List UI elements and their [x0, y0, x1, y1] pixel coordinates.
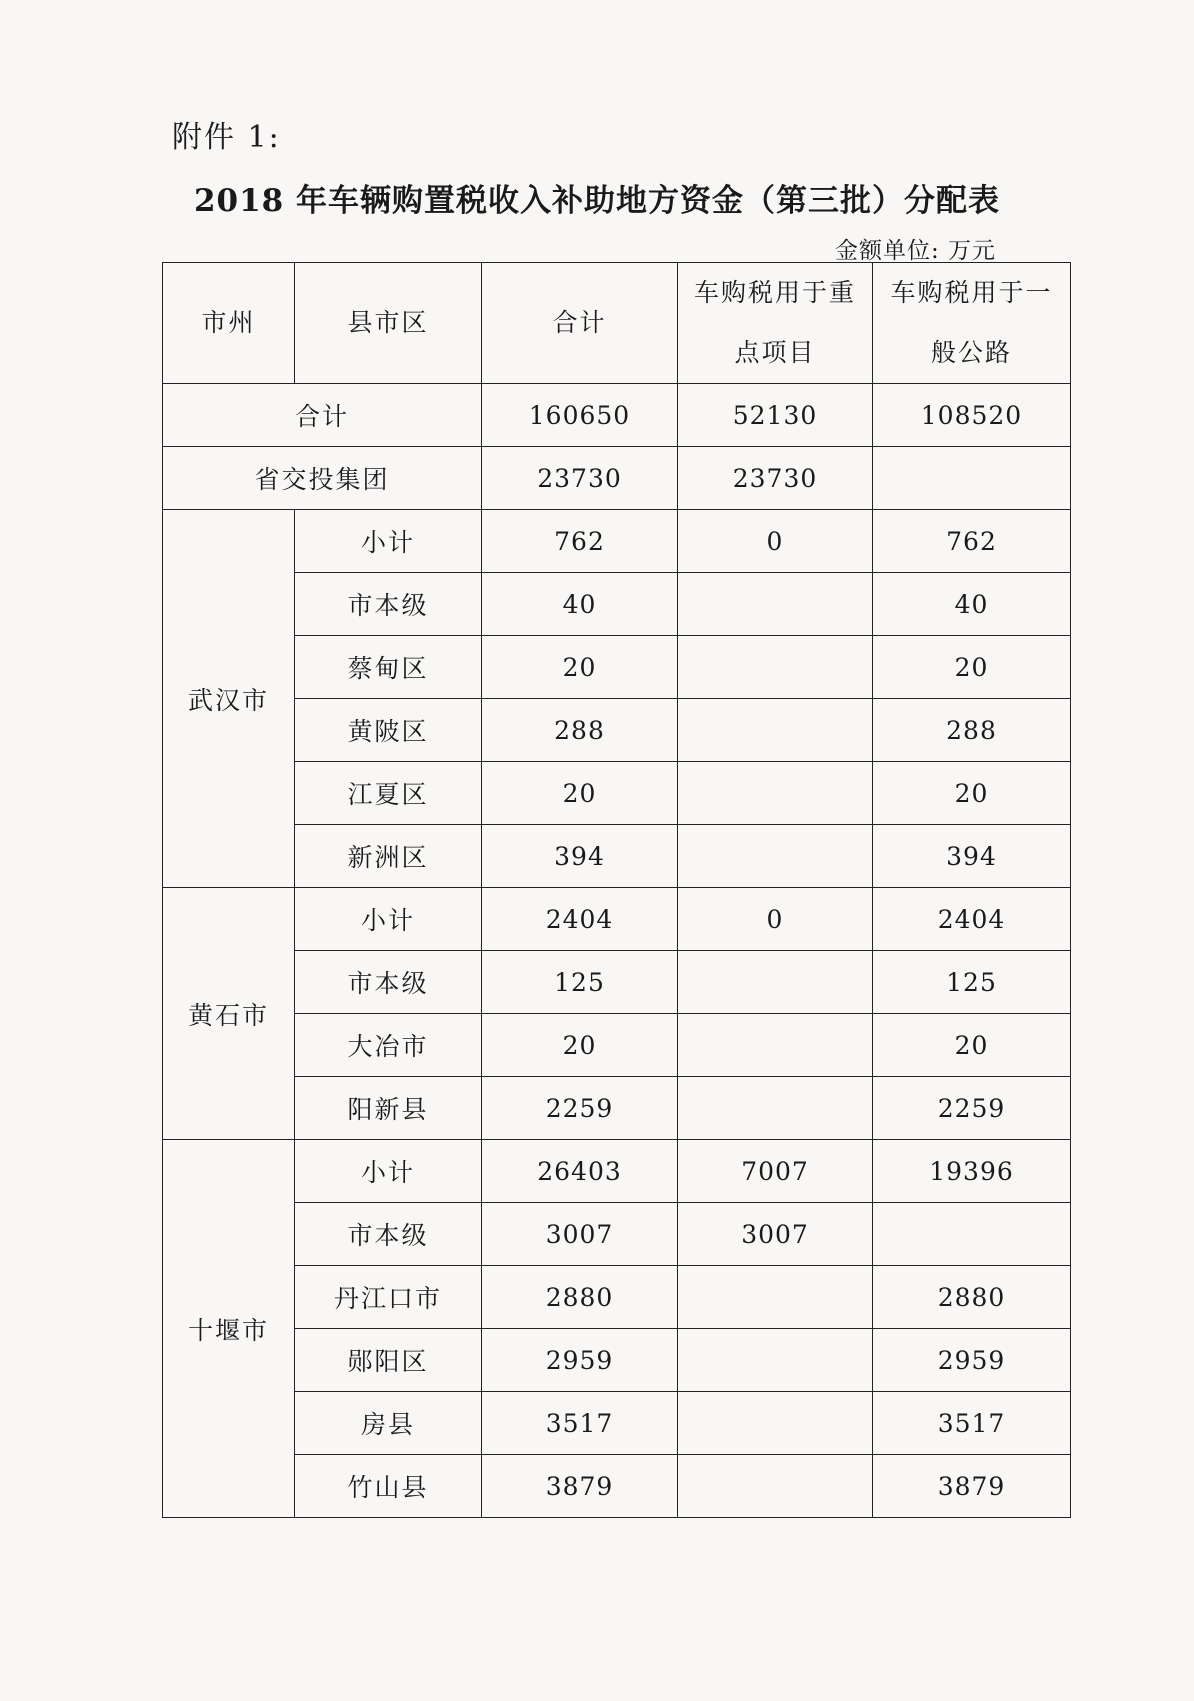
general-roads-cell: 19396 [873, 1140, 1071, 1203]
county-cell: 江夏区 [295, 762, 482, 825]
total-cell: 3007 [482, 1203, 678, 1266]
key-projects-cell [678, 1014, 873, 1077]
header-general-roads-text: 车购税用于一般公路 [890, 278, 1053, 367]
table-row [163, 699, 1071, 762]
general-roads-cell: 40 [873, 573, 1071, 636]
total-cell: 125 [482, 951, 678, 1014]
grand-total-row [163, 384, 1071, 447]
header-key-projects [678, 263, 873, 384]
total-cell: 20 [482, 762, 678, 825]
key-projects-cell: 7007 [678, 1140, 873, 1203]
key-projects-cell: 3007 [678, 1203, 873, 1266]
table-row [163, 573, 1071, 636]
key-projects-cell [678, 636, 873, 699]
table-row [163, 1140, 1071, 1203]
table-row [163, 825, 1071, 888]
city-name-cell: 黄石市 [163, 888, 295, 1140]
total-cell: 40 [482, 573, 678, 636]
allocation-table [162, 262, 1071, 1518]
annex-label: 附件 1: [172, 120, 281, 155]
general-roads-cell: 3879 [873, 1455, 1071, 1518]
key-projects-cell [678, 1455, 873, 1518]
total-cell: 762 [482, 510, 678, 573]
table-row [163, 888, 1071, 951]
general-roads-cell: 2404 [873, 888, 1071, 951]
table-row [163, 951, 1071, 1014]
provincial-group-key: 23730 [678, 447, 873, 510]
table-row [163, 510, 1071, 573]
provincial-group-general [873, 447, 1071, 510]
total-cell: 26403 [482, 1140, 678, 1203]
document-title: 2018 年车辆购置税收入补助地方资金（第三批）分配表 [193, 183, 1001, 219]
total-cell: 2404 [482, 888, 678, 951]
county-cell: 大冶市 [295, 1014, 482, 1077]
county-cell: 小计 [295, 888, 482, 951]
total-cell: 2959 [482, 1329, 678, 1392]
county-cell: 市本级 [295, 573, 482, 636]
county-cell: 新洲区 [295, 825, 482, 888]
table-row [163, 1392, 1071, 1455]
county-cell: 黄陂区 [295, 699, 482, 762]
general-roads-cell: 2959 [873, 1329, 1071, 1392]
key-projects-cell [678, 1329, 873, 1392]
county-cell: 阳新县 [295, 1077, 482, 1140]
provincial-group-row [163, 447, 1071, 510]
key-projects-cell: 0 [678, 510, 873, 573]
grand-total-general: 108520 [873, 384, 1071, 447]
table-row [163, 636, 1071, 699]
key-projects-cell [678, 951, 873, 1014]
total-cell: 2880 [482, 1266, 678, 1329]
county-cell: 竹山县 [295, 1455, 482, 1518]
general-roads-cell: 125 [873, 951, 1071, 1014]
header-city: 市州 [163, 263, 295, 384]
table-row [163, 762, 1071, 825]
key-projects-cell [678, 699, 873, 762]
table-row [163, 1014, 1071, 1077]
county-cell: 市本级 [295, 951, 482, 1014]
total-cell: 2259 [482, 1077, 678, 1140]
header-key-projects-text: 车购税用于重点项目 [693, 278, 856, 367]
general-roads-cell: 288 [873, 699, 1071, 762]
county-cell: 蔡甸区 [295, 636, 482, 699]
city-name-cell: 十堰市 [163, 1140, 295, 1518]
general-roads-cell: 2259 [873, 1077, 1071, 1140]
key-projects-cell [678, 573, 873, 636]
city-name-cell: 武汉市 [163, 510, 295, 888]
table-row [163, 1329, 1071, 1392]
key-projects-cell [678, 762, 873, 825]
general-roads-cell: 20 [873, 1014, 1071, 1077]
general-roads-cell: 20 [873, 762, 1071, 825]
county-cell: 郧阳区 [295, 1329, 482, 1392]
total-cell: 288 [482, 699, 678, 762]
table-row [163, 1455, 1071, 1518]
header-county: 县市区 [295, 263, 482, 384]
header-general-roads [873, 263, 1071, 384]
provincial-group-label: 省交投集团 [163, 447, 482, 510]
total-cell: 3879 [482, 1455, 678, 1518]
table-row [163, 1266, 1071, 1329]
provincial-group-total: 23730 [482, 447, 678, 510]
general-roads-cell: 20 [873, 636, 1071, 699]
key-projects-cell: 0 [678, 888, 873, 951]
total-cell: 20 [482, 636, 678, 699]
county-cell: 小计 [295, 510, 482, 573]
key-projects-cell [678, 1266, 873, 1329]
county-cell: 丹江口市 [295, 1266, 482, 1329]
key-projects-cell [678, 1077, 873, 1140]
general-roads-cell: 394 [873, 825, 1071, 888]
grand-total-key: 52130 [678, 384, 873, 447]
county-cell: 小计 [295, 1140, 482, 1203]
table-row [163, 1077, 1071, 1140]
key-projects-cell [678, 1392, 873, 1455]
general-roads-cell: 2880 [873, 1266, 1071, 1329]
key-projects-cell [678, 825, 873, 888]
county-cell: 市本级 [295, 1203, 482, 1266]
header-row [163, 263, 1071, 384]
general-roads-cell: 3517 [873, 1392, 1071, 1455]
grand-total-label: 合计 [163, 384, 482, 447]
general-roads-cell [873, 1203, 1071, 1266]
total-cell: 20 [482, 1014, 678, 1077]
total-cell: 3517 [482, 1392, 678, 1455]
allocation-table-body [163, 263, 1071, 1518]
total-cell: 394 [482, 825, 678, 888]
header-total: 合计 [482, 263, 678, 384]
table-row [163, 1203, 1071, 1266]
general-roads-cell: 762 [873, 510, 1071, 573]
grand-total-total: 160650 [482, 384, 678, 447]
county-cell: 房县 [295, 1392, 482, 1455]
amount-unit: 金额单位: 万元 [834, 238, 996, 264]
